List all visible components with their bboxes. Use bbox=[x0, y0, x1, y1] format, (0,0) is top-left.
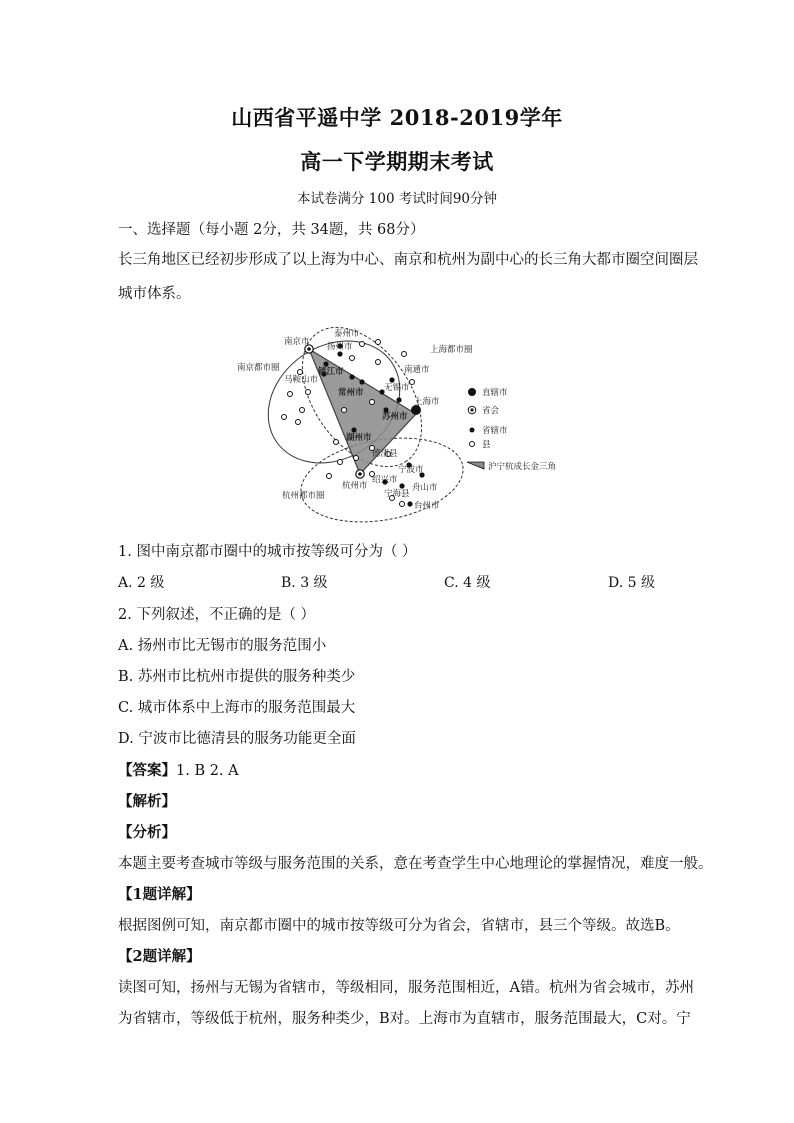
label-maanshan: 马鞍山市 bbox=[284, 375, 319, 385]
label-nanjing: 南京市 bbox=[284, 337, 310, 347]
legend-triangle: 沪宁杭成长金三角 bbox=[488, 462, 557, 472]
label-changzhou: 常州市 bbox=[338, 388, 364, 398]
q1-option-d: D. 5 级 bbox=[608, 575, 655, 591]
q2-option-d: D. 宁波市比德清县的服务功能更全面 bbox=[118, 731, 356, 747]
label-ninghai: 宁海县 bbox=[384, 489, 410, 499]
q1-option-c: C. 4 级 bbox=[444, 575, 491, 591]
label-shaoxing: 绍兴市 bbox=[372, 475, 398, 485]
label-wuxi: 无锡市 bbox=[384, 383, 410, 393]
map-legend bbox=[467, 387, 556, 472]
q1-option-a: A. 2 级 bbox=[118, 575, 165, 591]
label-huzhou: 湖州市 bbox=[346, 433, 372, 443]
question-1: 1. 图中南京都市圈中的城市按等级可分为（ ） bbox=[118, 544, 417, 560]
label-ningbo: 宁波市 bbox=[398, 465, 424, 475]
q2-option-b: B. 苏州市比杭州市提供的服务种类少 bbox=[118, 669, 356, 685]
answer-line bbox=[118, 759, 239, 780]
detail1-label: 【1题详解】 bbox=[118, 886, 201, 903]
detail2-line-1: 读图可知，扬州与无锡为省辖市，等级相同，服务范围相近，A错。杭州为省会城市，苏州 bbox=[118, 980, 694, 996]
answer-text: 1. B 2. A bbox=[176, 763, 239, 779]
detail2-label: 【2题详解】 bbox=[118, 948, 201, 965]
intro-line-1: 长三角地区已经初步形成了以上海为中心、南京和杭州为副中心的长三角大都市圈空间圈层 bbox=[118, 252, 698, 268]
fenxi-text: 本题主要考查城市等级与服务范围的关系，意在考查学生中心地理论的掌握情况，难度一般。 bbox=[118, 856, 713, 872]
label-shanghai-circle: 上海都市圈 bbox=[430, 345, 473, 355]
label-yangzhou: 扬州市 bbox=[327, 342, 353, 352]
label-hangzhou: 杭州市 bbox=[342, 481, 368, 491]
section-heading: 一、选择题（每小题 2分，共 34题，共 68分） bbox=[118, 222, 425, 238]
label-hangzhou-circle: 杭州都市圈 bbox=[282, 491, 325, 501]
question-2: 2. 下列叙述，不正确的是（ ） bbox=[118, 607, 316, 623]
label-nantong: 南通市 bbox=[404, 365, 430, 375]
label-shanghai: 上海市 bbox=[414, 397, 440, 407]
label-suzhou: 苏州市 bbox=[382, 412, 408, 422]
q1-option-b: B. 3 级 bbox=[281, 575, 328, 591]
capital-hangzhou-marker bbox=[356, 470, 364, 478]
detail2-line-2: 为省辖市，等级低于杭州，服务种类少，B对。上海市为直辖市，服务范围最大，C对。宁 bbox=[118, 1011, 691, 1027]
detail1-text: 根据图例可知，南京都市圈中的城市按等级可分为省会，省辖市，县三个等级。故选B。 bbox=[118, 918, 680, 934]
exam-subtitle: 高一下学期期末考试 bbox=[300, 149, 494, 174]
answer-label: 【答案】 bbox=[118, 762, 176, 779]
exam-meta: 本试卷满分 100 考试时间90分钟 bbox=[296, 191, 498, 207]
legend-capital: 省会 bbox=[482, 406, 500, 416]
label-zhenjiang: 镇江市 bbox=[318, 367, 344, 377]
legend-prefecture: 省辖市 bbox=[482, 426, 508, 436]
exam-title: 山西省平遥中学 2018-2019学年 bbox=[231, 105, 563, 130]
legend-municipality: 直辖市 bbox=[482, 388, 508, 398]
q2-option-a: A. 扬州市比无锡市的服务范围小 bbox=[118, 638, 327, 654]
label-deqing: 德清县 bbox=[372, 449, 398, 459]
intro-line-2: 城市体系。 bbox=[118, 286, 191, 302]
label-taizhou-north: 泰州市 bbox=[334, 329, 360, 339]
q2-option-c: C. 城市体系中上海市的服务范围最大 bbox=[118, 700, 356, 716]
label-taizhou-south: 台州市 bbox=[414, 501, 440, 511]
label-nanjing-circle: 南京都市圈 bbox=[237, 363, 280, 373]
urban-circle-map bbox=[232, 322, 577, 527]
analysis-label: 【解析】 bbox=[118, 793, 176, 810]
fenxi-label: 【分析】 bbox=[118, 824, 176, 841]
legend-county: 县 bbox=[482, 440, 491, 450]
label-zhoushan: 舟山市 bbox=[412, 483, 438, 493]
